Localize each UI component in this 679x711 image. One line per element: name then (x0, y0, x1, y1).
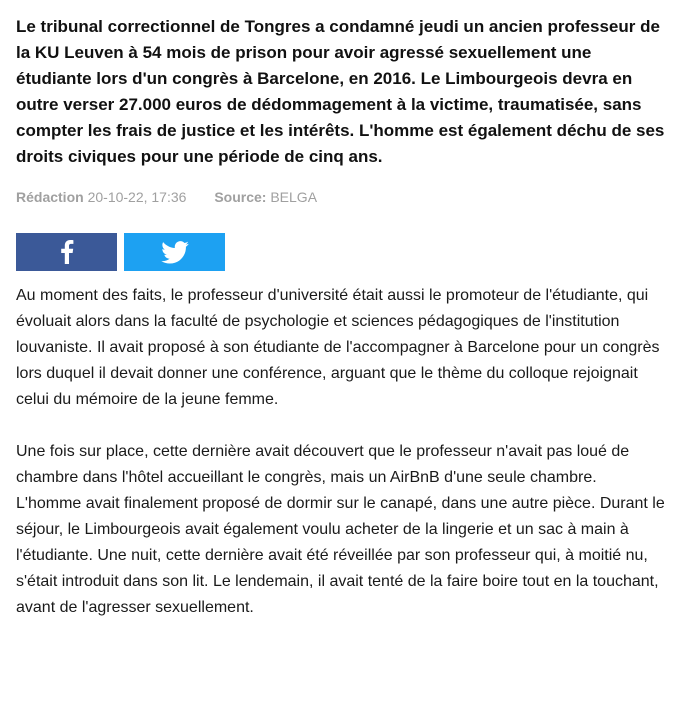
twitter-share-button[interactable] (124, 233, 225, 271)
article-paragraph: Une fois sur place, cette dernière avait découvert que le professeur n'avait pas loué de chambre dans l'hôtel accueillant le congrès, mais un AirBnB d'une seule chambre. L'homme avait finalement proposé de dormir sur le canapé, dans une autre pièce. Durant le séjour, le Limbourgeois avait également voulu acheter de la lingerie et un sac à main à l'étudiante. Une nuit, cette dernière avait été réveillée par son professeur qui, à moitié nu, s'était introduit dans son lit. Le lendemain, il avait tenté de la faire boire tout en la touchant, avant de l'agresser sexuellement. (16, 443, 665, 616)
article-paragraph: Au moment des faits, le professeur d'université était aussi le promoteur de l'étudiante, qui évoluait alors dans la faculté de psychologie et sciences pédagogiques de l'institution louvaniste. Il avait proposé à son étudiante de l'accompagner à Barcelone pour un congrès lors duquel il devait donner une conférence, arguant que le thème du colloque rejoignait celui du mémoire de la jeune femme. (16, 287, 660, 408)
article (16, 14, 666, 647)
twitter-icon (161, 241, 189, 264)
article-body (16, 283, 666, 621)
article-lead: Le tribunal correctionnel de Tongres a condamné jeudi un ancien professeur de la KU Leuven à 54 mois de prison pour avoir agressé sexuellement une étudiante lors d'un congrès à Barcelone, en 2016. Le Limbourgeois devra en outre verser 27.000 euros de dédommagement à la victime, traumatisée, sans compter les frais de justice et les intérêts. L'homme est également déchu de ses droits civiques pour une période de cinq ans. (16, 17, 665, 166)
facebook-share-button[interactable] (16, 233, 117, 271)
source-name: BELGA (270, 189, 318, 205)
facebook-icon (60, 240, 74, 264)
author-label: Rédaction (16, 189, 84, 205)
source-info (214, 189, 317, 205)
article-meta (16, 188, 666, 206)
share-bar (16, 233, 666, 271)
publish-date: 20-10-22, 17:36 (87, 189, 187, 205)
source-label: Source: (214, 189, 267, 205)
